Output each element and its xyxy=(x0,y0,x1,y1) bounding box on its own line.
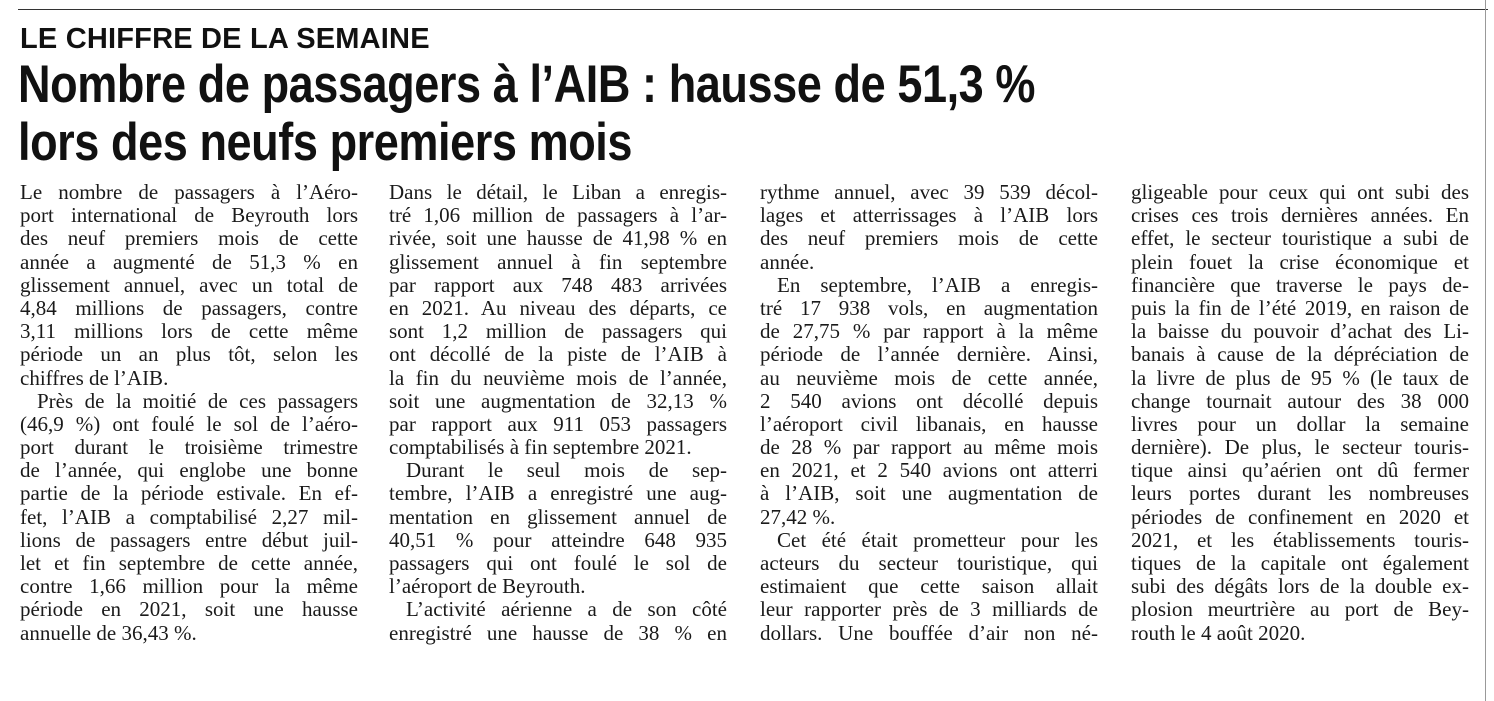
article-line: rythme annuel, avec 39 539 décol- xyxy=(760,180,1098,204)
article-line: port international de Beyrouth lors xyxy=(20,203,358,228)
article-line: glissement annuel, avec un total de xyxy=(20,272,358,297)
article-line: annuelle de 36,43 %. xyxy=(20,620,197,645)
article-line: estimaient que cette saison allait xyxy=(760,574,1098,599)
article-line: 2 540 avions ont décollé depuis xyxy=(760,388,1098,413)
article-line: soit une augmentation de 32,13 % xyxy=(389,388,727,413)
article-line: subi des dégâts lors de la double ex- xyxy=(1131,574,1469,599)
article-line: enregistré une hausse de 38 % en xyxy=(389,620,727,645)
article-line: période en 2021, soit une hausse xyxy=(20,597,358,622)
article-line: l’aéroport de Beyrouth. xyxy=(389,574,586,599)
article-line: dollars. Une bouffée d’air non né- xyxy=(760,620,1098,645)
article-line: ont décollé de la piste de l’AIB à xyxy=(389,342,727,367)
article-line: plein fouet la crise économique et xyxy=(1131,249,1469,274)
article-line: de l’année, qui englobe une bonne xyxy=(20,458,358,483)
article-line: puis la fin de l’été 2019, en raison de xyxy=(1131,295,1469,320)
section-kicker: LE CHIFFRE DE LA SEMAINE xyxy=(20,23,430,55)
article-column-2 xyxy=(389,181,727,645)
article-line: par rapport aux 911 053 passagers xyxy=(389,411,727,436)
article-line: 3,11 millions lors de cette même xyxy=(20,319,358,344)
top-rule xyxy=(18,9,1488,10)
article-line: rivée, soit une hausse de 41,98 % en xyxy=(389,226,727,251)
article-line: passagers qui ont foulé le sol de xyxy=(389,551,727,575)
page-edge xyxy=(1485,0,1486,701)
article-line: port durant le troisième trimestre xyxy=(20,435,358,460)
article-line: leurs portes durant les nombreuses xyxy=(1131,481,1469,506)
article-line: tique ainsi qu’aérien ont dû fermer xyxy=(1131,458,1469,483)
article-line: banais à cause de la dépréciation de xyxy=(1131,342,1469,367)
article-line: fet, l’AIB a comptabilisé 2,27 mil- xyxy=(20,504,358,529)
article-line: change tournait autour des 38 000 xyxy=(1131,388,1469,413)
headline-line-2: lors des neufs premiers mois xyxy=(18,113,633,172)
article-line: (46,9 %) ont foulé le sol de l’aéro- xyxy=(20,411,358,436)
article-line: tré 1,06 million de passagers à l’ar- xyxy=(389,203,727,228)
article-line: comptabilisés à fin septembre 2021. xyxy=(389,435,692,460)
article-line: tembre, l’AIB a enregistré une aug- xyxy=(389,481,727,506)
article-line: 2021, et les établissements touris- xyxy=(1131,527,1469,552)
article-line: des neuf premiers mois de cette xyxy=(20,226,358,251)
article-line: let et fin septembre de cette année, xyxy=(20,551,358,575)
article-line: Durant le seul mois de sep- xyxy=(406,458,727,483)
article-line: Dans le détail, le Liban a enregis- xyxy=(389,180,727,204)
article-line: par rapport aux 748 483 arrivées xyxy=(389,272,727,297)
article-line: de 27,75 % par rapport à la même xyxy=(760,319,1098,344)
article-line: gligeable pour ceux qui ont subi des xyxy=(1131,180,1469,204)
article-line: livres pour un dollar la semaine xyxy=(1131,411,1469,436)
article-line: financière que traverse le pays de- xyxy=(1131,272,1469,297)
headline xyxy=(18,56,1259,172)
article-column-4 xyxy=(1131,181,1469,645)
article-line: en 2021. Au niveau des départs, ce xyxy=(389,295,727,320)
article-line: 27,42 %. xyxy=(760,504,836,529)
article-line: en 2021, et 2 540 avions ont atterri xyxy=(760,458,1098,483)
article-line: En septembre, l’AIB a enregis- xyxy=(777,272,1098,297)
article-line: l’aéroport civil libanais, en hausse xyxy=(760,411,1098,436)
article-column-3 xyxy=(760,181,1098,645)
article-line: lions de passagers entre début juil- xyxy=(20,527,358,552)
article-line: glissement annuel à fin septembre xyxy=(389,249,727,274)
article-line: crises ces trois dernières années. En xyxy=(1131,203,1469,228)
article-column-1 xyxy=(20,181,358,645)
article-line: Le nombre de passagers à l’Aéro- xyxy=(20,180,358,204)
article-line: sont 1,2 million de passagers qui xyxy=(389,319,727,344)
article-line: lages et atterrissages à l’AIB lors xyxy=(760,203,1098,228)
article-line: année. xyxy=(760,249,815,274)
article-line: à l’AIB, soit une augmentation de xyxy=(760,481,1098,506)
article-line: Cet été était prometteur pour les xyxy=(777,527,1098,552)
article-line: 4,84 millions de passagers, contre xyxy=(20,295,358,320)
article-line: partie de la période estivale. En ef- xyxy=(20,481,358,506)
article-line: L’activité aérienne a de son côté xyxy=(406,597,727,622)
article-line: la livre de plus de 95 % (le taux de xyxy=(1131,365,1469,390)
headline-line-1: Nombre de passagers à l’AIB : hausse de 51,3 % xyxy=(18,55,1036,114)
article-line: la fin du neuvième mois de l’année, xyxy=(389,365,727,390)
article-line: acteurs du secteur touristique, qui xyxy=(760,551,1098,575)
article-line: année a augmenté de 51,3 % en xyxy=(20,249,358,274)
article-line: dernière). De plus, le secteur touris- xyxy=(1131,435,1469,460)
article-line: leur rapporter près de 3 milliards de xyxy=(760,597,1098,622)
article-line: Près de la moitié de ces passagers xyxy=(37,388,358,413)
article-line: contre 1,66 million pour la même xyxy=(20,574,358,599)
article-line: tré 17 938 vols, en augmentation xyxy=(760,295,1098,320)
article-line: chiffres de l’AIB. xyxy=(20,365,169,390)
article-line: au neuvième mois de cette année, xyxy=(760,365,1098,390)
article-line: période un an plus tôt, selon les xyxy=(20,342,358,367)
article-line: des neuf premiers mois de cette xyxy=(760,226,1098,251)
article-line: période de l’année dernière. Ainsi, xyxy=(760,342,1098,367)
article-line: mentation en glissement annuel de xyxy=(389,504,727,529)
article-line: de 28 % par rapport au même mois xyxy=(760,435,1098,460)
article-line: 40,51 % pour atteindre 648 935 xyxy=(389,527,727,552)
article-line: routh le 4 août 2020. xyxy=(1131,620,1306,645)
article-line: plosion meurtrière au port de Bey- xyxy=(1131,597,1469,622)
article-line: effet, le secteur touristique a subi de xyxy=(1131,226,1469,251)
article-line: la baisse du pouvoir d’achat des Li- xyxy=(1131,319,1469,344)
article-line: tiques de la capitale ont également xyxy=(1131,551,1469,575)
article-line: périodes de confinement en 2020 et xyxy=(1131,504,1469,529)
